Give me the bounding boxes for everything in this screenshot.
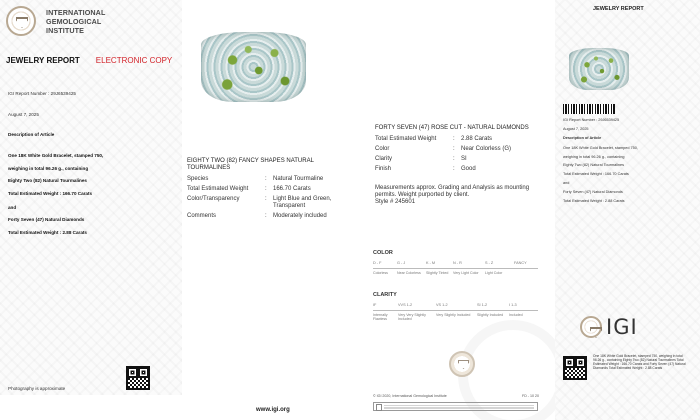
report-number: IGI Report Number : 29J6539425 bbox=[8, 91, 76, 96]
description-line: Total Estimated Weight : 166.70 Carats bbox=[8, 191, 93, 196]
right-report-date: August 7, 2025 bbox=[563, 127, 589, 131]
color-grades: D - F G - J K - M N - R S - Z FANCY bbox=[373, 261, 527, 265]
electronic-copy-label: ELECTRONIC COPY bbox=[95, 56, 173, 65]
report-left-page bbox=[0, 0, 182, 395]
diamond-row: Total Estimated Weight : 2.88 Carats bbox=[375, 136, 493, 142]
bracelet-photo bbox=[201, 32, 306, 102]
color-scale-divider bbox=[373, 268, 538, 269]
clarity-descriptions: Internally Flawless Very Very Slightly Included Very Slightly Included Slightly Included Included bbox=[373, 313, 523, 322]
igi-header-logo bbox=[6, 6, 105, 36]
description-line: One 18K White Gold Bracelet, stamped 750, bbox=[8, 153, 104, 158]
report-right-page bbox=[555, 0, 700, 420]
barcode bbox=[563, 104, 615, 114]
right-description-line: Total Estimated Weight : 2.88 Carats bbox=[563, 199, 625, 203]
qr-description: One 18K White Gold Bracelet, stamped 750, weighing in total 96.26 g., containing Eighty Two (82) Natural Tourmalines Total Estimated Weight : 166.70 Carats and Forty Seven (47) Natural Diamonds Total Estimated Weight : 2.88 Carats bbox=[593, 354, 686, 370]
report-title-row bbox=[6, 56, 172, 65]
right-report-title: JEWELRY REPORT bbox=[593, 6, 644, 12]
report-title: JEWELRY REPORT bbox=[6, 56, 80, 65]
diamond-heading: FORTY SEVEN (47) ROSE CUT - NATURAL DIAMONDS bbox=[375, 125, 529, 131]
clarity-scale-title: CLARITY bbox=[373, 292, 397, 298]
qr-code[interactable] bbox=[126, 366, 150, 390]
tourmaline-heading: EIGHTY TWO (82) FANCY SHAPES NATURAL TOURMALINES bbox=[187, 158, 314, 171]
form-code: FD - 10 20 bbox=[522, 394, 539, 398]
style-number: Style # 245601 bbox=[375, 199, 416, 205]
description-heading: Description of Article bbox=[8, 132, 55, 137]
diamond-row: Finish : Good bbox=[375, 166, 476, 172]
right-description-line: Eighty Two (82) Natural Tourmalines bbox=[563, 163, 625, 167]
right-description-heading: Description of Article bbox=[563, 136, 602, 140]
disclaimer-box bbox=[373, 402, 538, 411]
clarity-scale-divider bbox=[373, 310, 538, 311]
tourmaline-details bbox=[187, 158, 357, 223]
clarity-grades: IF VVS 1-2 VS 1-2 SI 1-2 I 1-3 bbox=[373, 303, 517, 307]
institute-name: INTERNATIONAL GEMOLOGICAL INSTITUTE bbox=[46, 7, 106, 35]
color-descriptions: Colorless Near Colorless Slightly Tinted Very Light Color Light Color bbox=[373, 271, 503, 275]
description-line: weighing in total 96.26 g., containing bbox=[8, 166, 89, 171]
tourmaline-row: Total Estimated Weight : 166.70 Carats bbox=[187, 186, 311, 192]
diamond-row: Color : Near Colorless (G) bbox=[375, 146, 512, 152]
copyright: © IGI 2020, International Gemological Institute bbox=[373, 394, 447, 398]
igi-seal-icon bbox=[580, 316, 602, 338]
igi-seal-icon bbox=[6, 6, 36, 36]
photo-note: Photography is approximate bbox=[8, 386, 66, 391]
description-line: Forty Seven (47) Natural Diamonds bbox=[8, 217, 85, 222]
description-line: Eighty Two (82) Natural Tourmalines bbox=[8, 178, 87, 183]
right-description-line: and bbox=[563, 181, 570, 185]
right-description-line: weighing in total 96.26 g., containing bbox=[563, 155, 625, 159]
tourmaline-row: Species : Natural Tourmaline bbox=[187, 176, 324, 182]
diamond-details bbox=[375, 125, 545, 206]
tourmaline-row: Comments : Moderately included bbox=[187, 213, 327, 219]
tourmaline-row: Color/Transparency : Light Blue and Green, Transparent bbox=[187, 196, 332, 209]
igi-seal-icon bbox=[449, 351, 475, 377]
website-link[interactable]: www.igi.org bbox=[256, 407, 290, 413]
report-date: August 7, 2025 bbox=[8, 112, 39, 117]
bracelet-thumbnail bbox=[569, 48, 629, 90]
igi-logo: IGI bbox=[580, 315, 638, 339]
qr-code[interactable] bbox=[563, 356, 587, 380]
right-description-line: One 18K White Gold Bracelet, stamped 750, bbox=[563, 146, 638, 150]
description-line: Total Estimated Weight : 2.88 Carats bbox=[8, 230, 87, 235]
color-scale-title: COLOR bbox=[373, 250, 393, 256]
description-line: and bbox=[8, 205, 17, 210]
diamond-row: Clarity : SI bbox=[375, 156, 467, 162]
right-report-number: IGI Report Number : 29J6539425 bbox=[563, 118, 620, 122]
right-description-line: Total Estimated Weight : 166.70 Carats bbox=[563, 172, 629, 176]
right-description-line: Forty Seven (47) Natural Diamonds bbox=[563, 190, 623, 194]
measurement-notes: Measurements approx. Grading and Analysis as mounting permits. Weight purported by client. bbox=[375, 185, 530, 198]
